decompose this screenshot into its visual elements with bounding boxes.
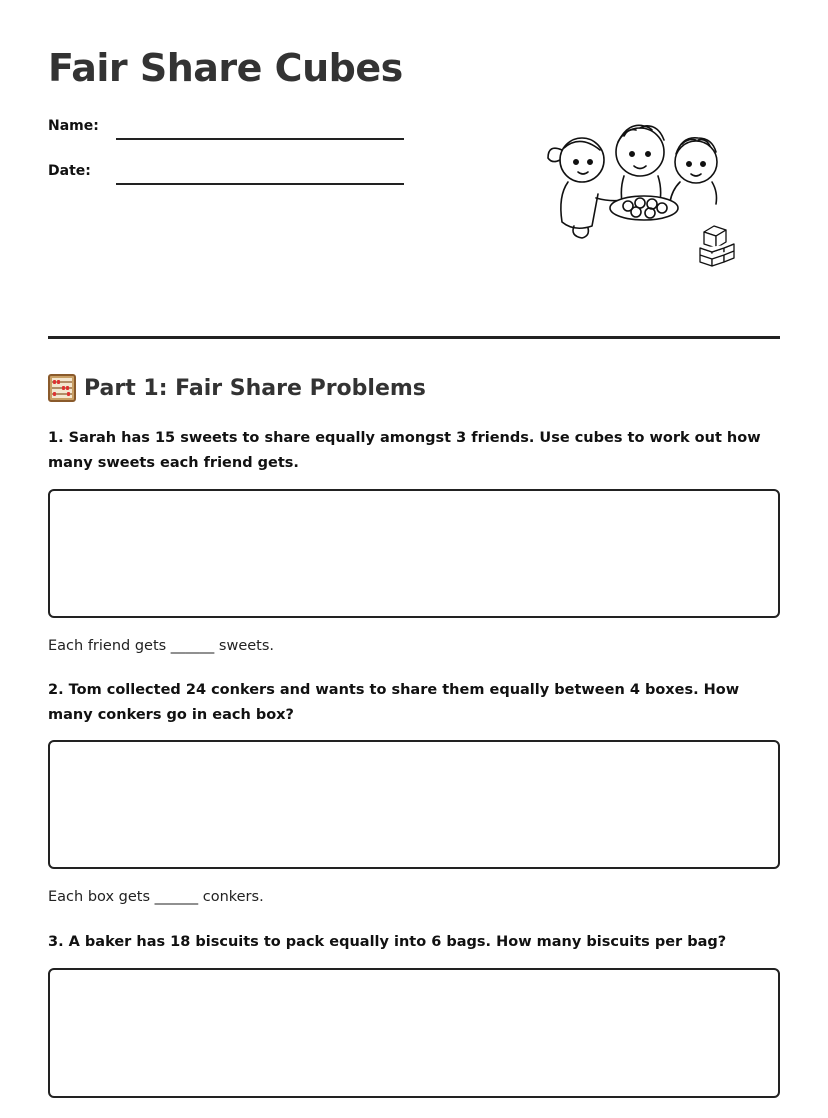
- section-divider: [48, 336, 780, 339]
- abacus-icon: [48, 374, 76, 402]
- name-field[interactable]: [116, 138, 404, 140]
- date-label: Date:: [48, 163, 91, 179]
- worksheet-title: Fair Share Cubes: [48, 46, 403, 90]
- part1-heading: [48, 374, 426, 402]
- answer-box-2[interactable]: [48, 740, 780, 869]
- part1-heading-text: Part 1: Fair Share Problems: [84, 375, 426, 401]
- date-field[interactable]: [116, 183, 404, 185]
- question-3: 3. A baker has 18 biscuits to pack equally into 6 bags. How many biscuits per bag?: [48, 934, 727, 950]
- name-label: Name:: [48, 118, 99, 134]
- question-1: 1. Sarah has 15 sweets to share equally amongst 3 friends. Use cubes to work out how many sweets each friend gets.: [48, 430, 761, 471]
- answer-box-3[interactable]: [48, 968, 780, 1098]
- answer-sentence-2: Each box gets ______ conkers.: [48, 889, 264, 905]
- children-sharing-cookies-illustration: [540, 118, 750, 270]
- answer-sentence-1: Each friend gets ______ sweets.: [48, 638, 275, 654]
- question-2: 2. Tom collected 24 conkers and wants to share them equally between 4 boxes. How many conkers go in each box?: [48, 682, 740, 723]
- stacked-cubes-icon: [700, 226, 734, 266]
- answer-box-1[interactable]: [48, 489, 780, 618]
